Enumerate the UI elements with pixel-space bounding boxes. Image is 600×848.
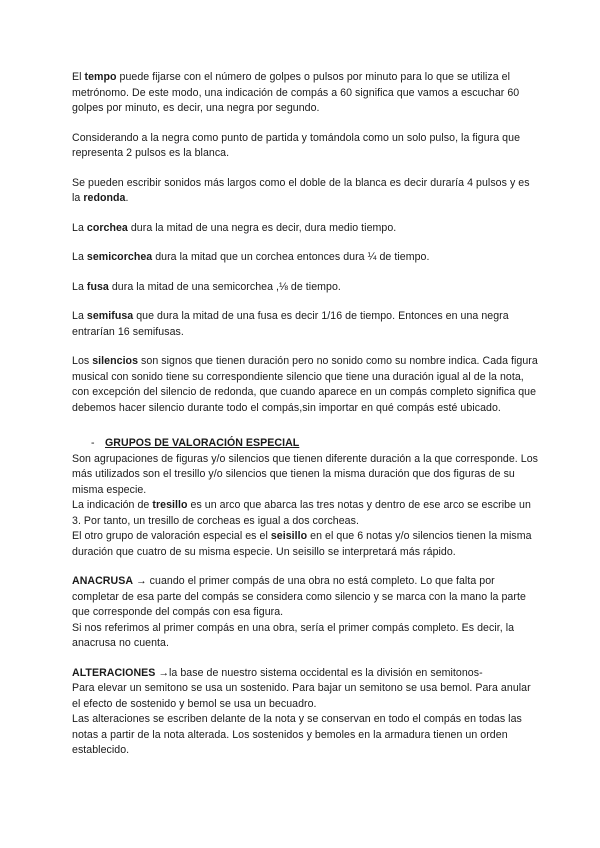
term-anacrusa: ANACRUSA [72, 575, 134, 587]
paragraph-blanca: Considerando a la negra como punto de partida y tomándola como un solo pulso, la figura que representa 2 pulsos es la blanca. [72, 131, 521, 159]
section-anacrusa [72, 574, 540, 652]
paragraph-fusa [72, 280, 540, 296]
text: Se pueden escribir sonidos más largos como el doble de la blanca es decir duraría 4 pulsos y es la [72, 176, 530, 204]
term-semicorchea: semicorchea [86, 251, 153, 263]
section-heading-row [72, 436, 540, 452]
paragraph-anacrusa [72, 574, 540, 621]
paragraph-semifusa [72, 309, 540, 340]
paragraph-silencios [72, 354, 540, 416]
text: El [72, 71, 85, 83]
paragraph-tempo [72, 70, 540, 117]
text: . [125, 192, 129, 204]
term-seisillo: seisillo [270, 530, 308, 542]
text: dura la mitad de una semicorchea ,⅛ de tiempo. [108, 280, 341, 293]
text: dura la mitad que un corchea entonces dura ¼ de tiempo. [152, 251, 430, 263]
term-tempo: tempo [84, 71, 117, 83]
text: puede fijarse con el número de golpes o pulsos por minuto para lo que se utiliza el metrónomo. De este modo, una indicación de compás a 60 significa que vamos a escuchar 60 golpes por minuto, es decir, una negra por segundo. [72, 71, 520, 114]
term-semifusa: semifusa [86, 310, 134, 322]
text: dura la mitad de una negra es decir, dura medio tiempo. [127, 221, 397, 234]
paragraph-seisillo [72, 529, 540, 560]
paragraph-tresillo [72, 498, 540, 529]
paragraph-alteraciones [72, 666, 540, 682]
term-corchea: corchea [86, 221, 128, 234]
text: son signos que tienen duración pero no sonido como su nombre indica. Cada figura musical con sonido tiene su correspondiente silencio que tiene una duración igual al de la nota, con excepción del silencio de redonda, que cuando aparece en un compás completo significa que debemos hacer silencio durante todo el compás,sin importar en qué compás esté ubicado. [72, 355, 538, 414]
section-heading: GRUPOS DE VALORACIÓN ESPECIAL [105, 437, 300, 449]
section-alteraciones [72, 666, 540, 759]
paragraph-redonda [72, 176, 540, 207]
text: Los [72, 355, 93, 367]
text: La [72, 280, 87, 293]
text: → cuando el primer compás de una obra no está completo. Lo que falta por completar de esa parte del compás se considera como silencio y se marca con la mano la parte que corresponde del compás con esa figura. [72, 575, 526, 618]
text: en el que 6 notas y/o silencios tienen la misma duración que cuatro de su misma especie. Un seisillo se interpretará más rápido. [72, 530, 532, 558]
text: es un arco que abarca las tres notas y dentro de ese arco se escribe un 3. Por tanto, un tresillo de corcheas es igual a dos corcheas. [72, 499, 531, 527]
section-grupos [72, 452, 540, 561]
paragraph-alteraciones-3: Las alteraciones se escriben delante de la nota y se conservan en todo el compás en todas las notas a partir de la nota alterada. Los sostenidos y bemoles en la armadura tienen un orden establecido. [72, 713, 522, 756]
paragraph-corchea [72, 221, 540, 237]
term-redonda: redonda [83, 192, 126, 204]
term-tresillo: tresillo [152, 499, 188, 511]
paragraph-anacrusa-2: Si nos referimos al primer compás en una obra, sería el primer compás completo. Es decir, la anacrusa no cuenta. [72, 621, 515, 649]
text: La [72, 310, 87, 322]
term-silencios: silencios [92, 355, 139, 367]
text: →la base de nuestro sistema occidental es la división en semitonos- [155, 666, 483, 679]
text: que dura la mitad de una fusa es decir 1/16 de tiempo. Entonces en una negra entrarían 16 semifusas. [72, 310, 509, 338]
text: La [72, 251, 87, 263]
paragraph-grupos-intro: Son agrupaciones de figuras y/o silencios que tienen diferente duración a la que corresponde. Los más utilizados son el tresillo y/o silencios que tienen la misma duración que dos figuras de su misma especie. [72, 452, 538, 496]
text: La indicación de [72, 499, 153, 511]
text: La [72, 221, 87, 234]
paragraph-alteraciones-2: Para elevar un semitono se usa un sostenido. Para bajar un semitono se usa bemol. Para anular el efecto de sostenido y bemol se usa un becuadro. [72, 682, 531, 710]
term-fusa: fusa [86, 280, 109, 293]
term-alteraciones: ALTERACIONES [72, 666, 156, 679]
bullet-dash: - [91, 437, 95, 449]
text: El otro grupo de valoración especial es el [72, 530, 271, 542]
paragraph-semicorchea [72, 250, 540, 266]
